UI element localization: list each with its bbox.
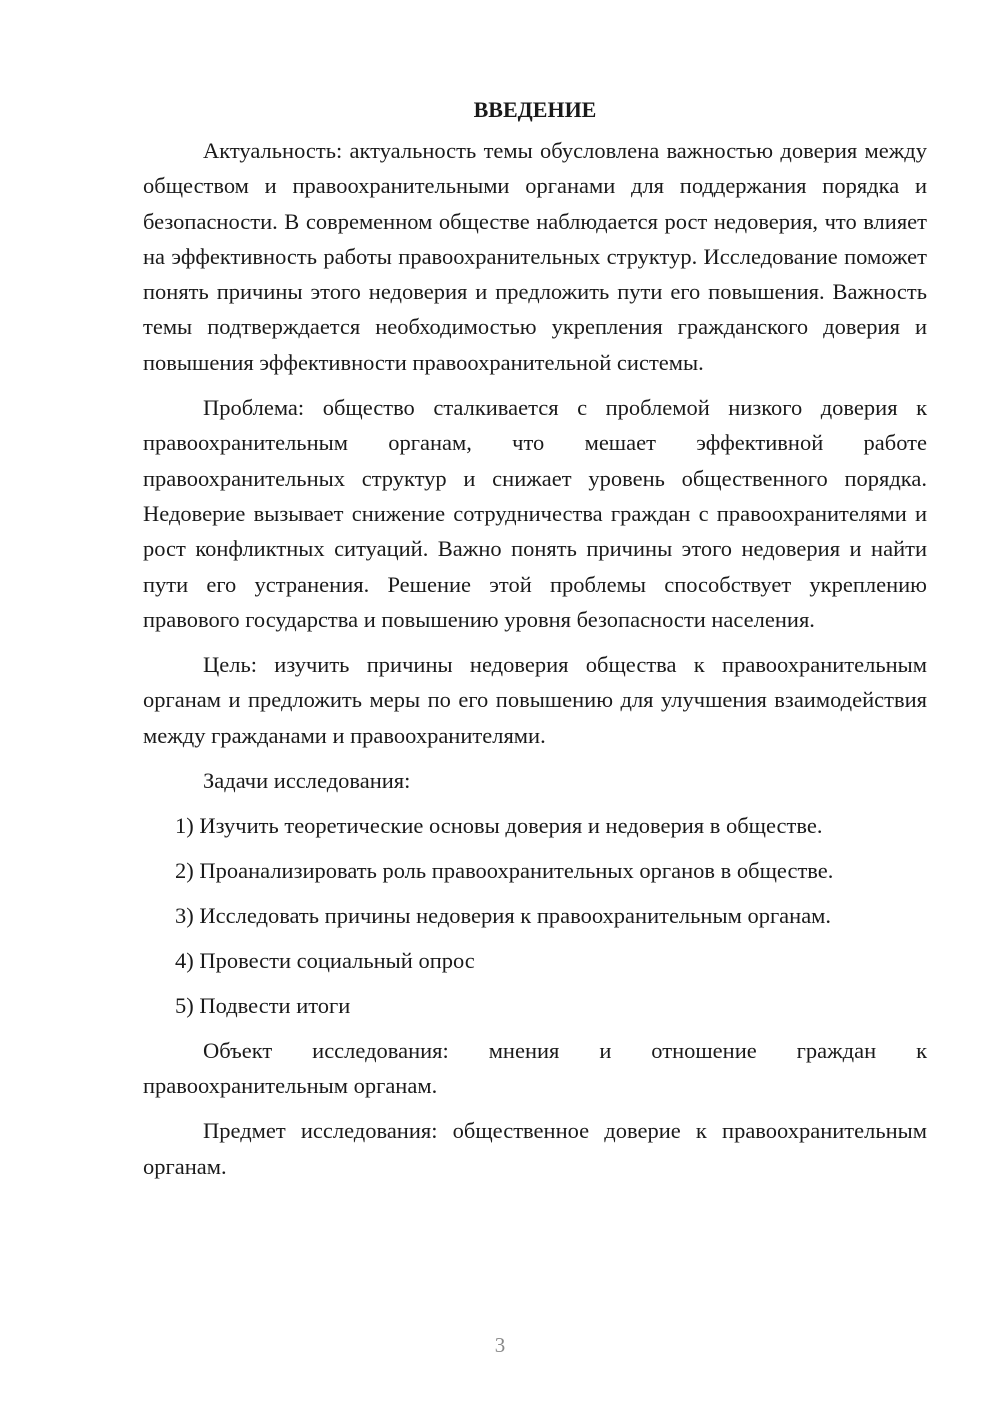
list-item: 3) Исследовать причины недоверия к правоохранительным органам.	[175, 902, 832, 928]
tasks-heading: Задачи исследования:	[203, 768, 411, 794]
page-content	[143, 92, 927, 1194]
list-item: 4) Провести социальный опрос	[175, 947, 475, 973]
paragraph-goal: Цель: изучить причины недоверия общества к правоохранительным органам и предложить меры по его повышению для улучшения взаимодействия между гражданами и правоохранителями.	[143, 652, 927, 748]
page-number: 3	[494, 1333, 506, 1357]
tasks-list	[143, 808, 927, 1022]
list-item: 2) Проанализировать роль правоохранительных органов в обществе.	[175, 858, 834, 884]
list-item: 1) Изучить теоретические основы доверия и недоверия в обществе.	[175, 813, 823, 839]
page-title: ВВЕДЕНИЕ	[473, 97, 597, 122]
paragraph-object: Объект исследования: мнения и отношение граждан к правоохранительным органам.	[143, 1037, 927, 1099]
paragraph-relevance: Актуальность: актуальность темы обусловлена важностью доверия между обществом и правоохранительными органами для поддержания порядка и безопасности. В современном обществе наблюдается рост недоверия, что влияет на эффективность работы правоохранительных структур. Исследование поможет понять причины этого недоверия и предложить пути его повышения. Важность темы подтверждается необходимостью укрепления гражданского доверия и повышения эффективности правоохранительной системы.	[143, 138, 927, 375]
list-item: 5) Подвести итоги	[175, 992, 351, 1018]
paragraph-subject: Предмет исследования: общественное доверие к правоохранительным органам.	[143, 1118, 927, 1179]
paragraph-problem: Проблема: общество сталкивается с проблемой низкого доверия к правоохранительным органам, что мешает эффективной работе правоохранительных структур и снижает уровень общественного порядка. Недоверие вызывает снижение сотрудничества граждан с правоохранителями и рост конфликтных ситуаций. Важно понять причины этого недоверия и найти пути его устранения. Решение этой проблемы способствует укреплению правового государства и повышению уровня безопасности населения.	[143, 395, 927, 632]
